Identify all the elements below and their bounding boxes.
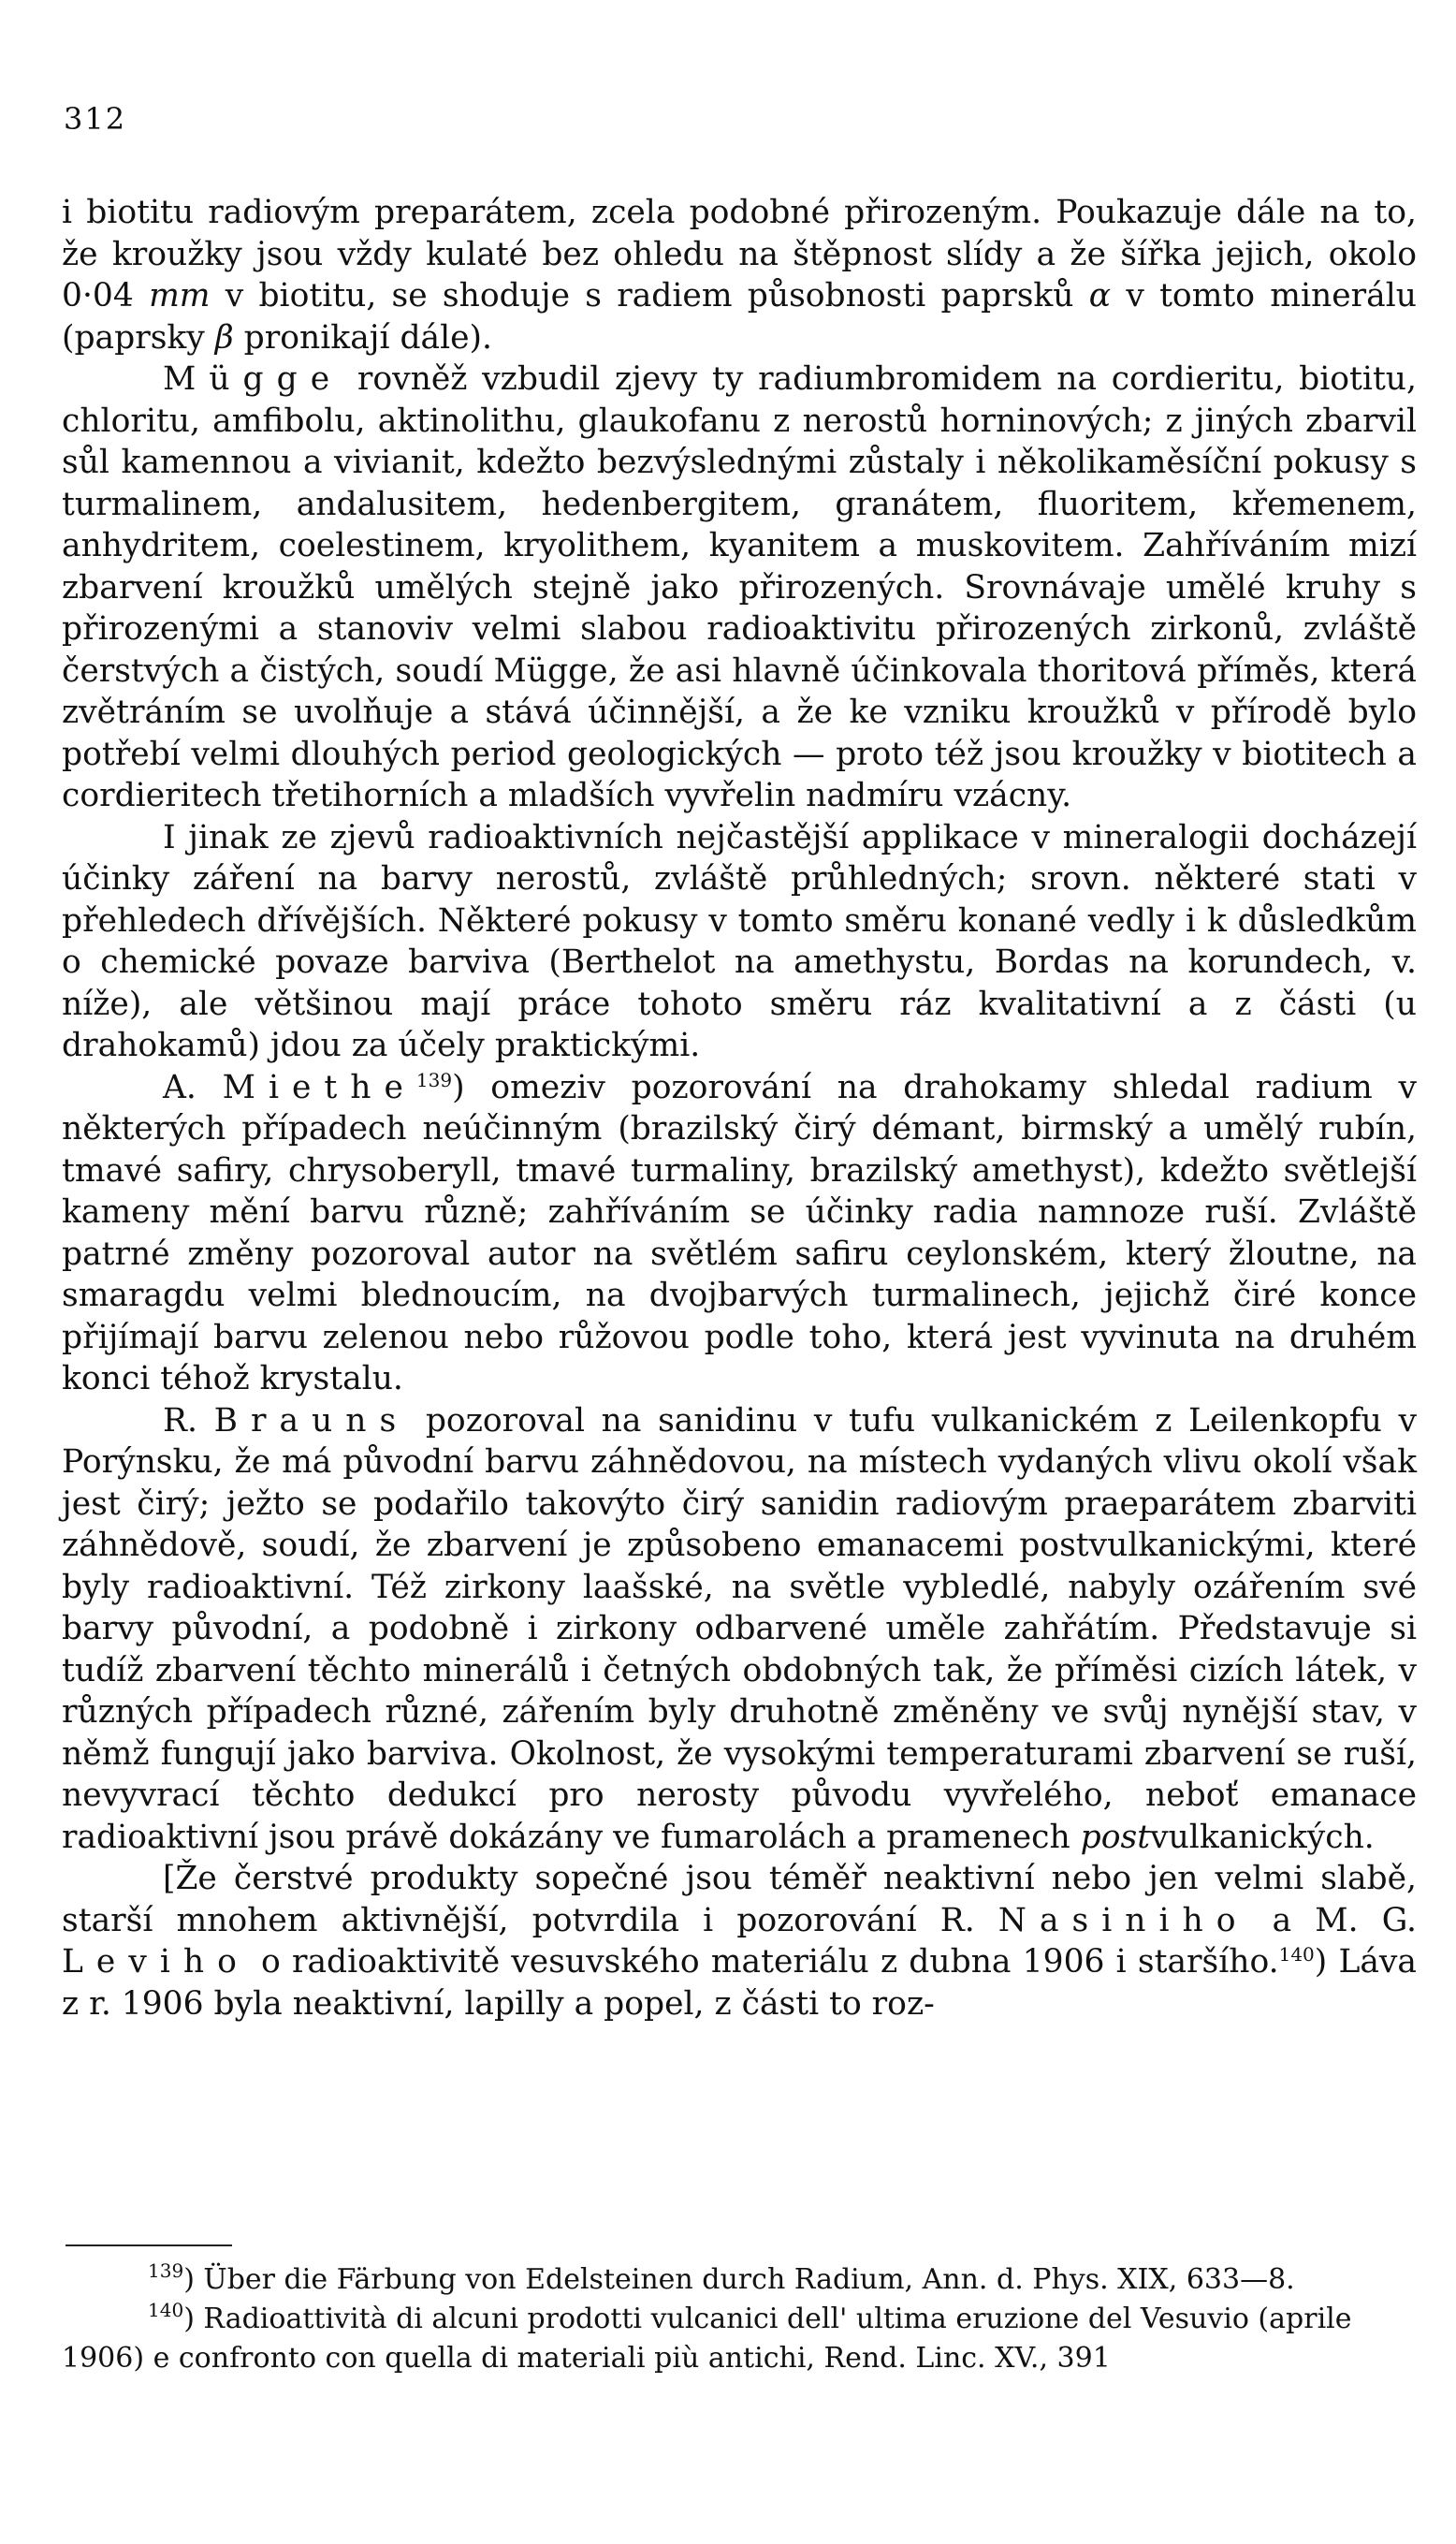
page-number: 312 <box>64 101 127 137</box>
text-run: ) Radioattività di alcuni prodotti vulcanici dell' ultima eruzione del Vesuvio (aprile 1906) e confronto con quella di materiali più antichi, Rend. Linc. XV., 391 <box>62 2303 1352 2375</box>
text-run: β <box>214 318 234 357</box>
text-run: I jinak ze zjevů radioaktivních nejčastější applikace v mineralogii docházejí účinky záření na barvy nerostů, zvláště průhledných; srovn. některé stati v přehledech dřívějších. Některé pokusy v tomto směru konané vedly i k důsledkům o chemické povaze barviva (Berthelot na amethystu, Bordas na korundech, v. níže), ale většinou mají práce tohoto směru ráz kvalitativní a z části (u drahokamů) jdou za účely praktickými. <box>62 818 1417 1064</box>
text-run: i biotitu radiovým preparátem, zcela podobné přirozeným. Poukazuje dále na to, že kroužky jsou vždy kulaté bez ohledu na štěpnost slídy a že šířka jejich, okolo 0·04 <box>62 194 1417 314</box>
text-run: vulkanických. <box>1150 1818 1375 1856</box>
footnote-separator <box>66 2244 232 2246</box>
text-run: rovněž vzbudil zjevy ty radiumbromidem na cordieritu, biotitu, chloritu, amfibolu, aktinolithu, glaukofanu z nerostů horninových; z jiných zbarvil sůl kamennou a vivianit, kdežto bezvýslednými zůstaly i několikaměsíční pokusy s turmalinem, andalusitem, hedenbergitem, granátem, fluoritem, křemenem, anhydritem, coelestinem, kryolithem, kyanitem a muskovitem. Zahříváním mizí zbarvení kroužků umělých stejně jako přirozených. Srovnávaje umělé kruhy s přirozenými a stanoviv velmi slabou radioaktivitu přirozených zirkonů, zvláště čerstvých a čistých, soudí Mügge, že asi hlavně účinkovala thoritová příměs, která zvětráním se uvolňuje a stává účinnější, a že ke vzniku kroužků v přírodě bylo potřebí velmi dlouhých period geologických — proto též jsou kroužky v biotitech a cordieritech třetihorních a mladších vyvřelin nadmíru vzácny. <box>62 360 1417 814</box>
text-run: α <box>1088 277 1112 314</box>
text-run: a M. G. <box>1248 1901 1417 1939</box>
author-name: Brauns <box>213 1401 410 1440</box>
text-run: [Že čerstvé produkty sopečné jsou téměř neaktivní nebo jen velmi slabě, starší mnohem aktivnější, potvrdila i pozorování R. <box>62 1860 1417 1939</box>
footnote-ref: 139 <box>415 1068 453 1091</box>
paragraph <box>62 1400 1417 1859</box>
footnote-ref: 140 <box>148 2299 184 2321</box>
footnotes <box>62 2260 1417 2378</box>
text-run: pronikají dále). <box>233 318 492 357</box>
footnote-ref: 140 <box>1278 1943 1315 1966</box>
text-run: o radioaktivitě vesuvského materiálu z dubna 1906 i staršího. <box>249 1943 1279 1981</box>
author-name: Leviho <box>62 1943 250 1981</box>
text-run: ) Láva z r. 1906 byla neaktivní, lapilly a popel, z části to roz- <box>62 1943 1417 2023</box>
footnote <box>62 2300 1417 2378</box>
text-run: post <box>1080 1818 1151 1856</box>
author-name: Mügge <box>163 360 343 398</box>
text-run: R. <box>163 1401 214 1440</box>
author-name: Nasiniho <box>997 1901 1249 1939</box>
paragraph <box>62 1067 1417 1400</box>
text-run: mm <box>149 277 211 314</box>
text-run: A. <box>163 1068 223 1106</box>
footnote-ref: 139 <box>148 2259 184 2282</box>
text-run: v tomto minerálu (paprsky <box>62 277 1417 357</box>
body-text <box>62 192 1417 2025</box>
text-run: pozoroval na sanidinu v tufu vulkanickém z Leilenkopfu v Porýnsku, že má původní barvu záhnědovou, na místech vydaných vlivu okolí však jest čirý; ježto se podařilo takovýto čirý sanidin radiovým praeparátem zbarviti záhnědově, soudí, že zbarvení je způsobeno emanacemi postvulkanickými, které byly radioaktivní. Též zirkony laašské, na světle vybledlé, nabyly ozářením své barvy původní, a podobně i zirkony odbarvené uměle zahřátím. Představuje si tudíž zbarvení těchto minerálů i četných obdobných tak, že příměsi cizích látek, v různých případech různé, zářením byly druhotně změněny ve svůj nynější stav, v němž fungují jako barviva. Okolnost, že vysokými temperaturami zbarvení se ruší, nevyvrací těchto dedukcí pro nerosty původu vyvřelého, neboť emanace radioaktivní jsou právě dokázány ve fumarolách a pramenech <box>62 1401 1417 1856</box>
text-run: ) omeziv pozorování na drahokamy shledal radium v některých případech neúčinným (brazilský čirý démant, birmský a umělý rubín, tmavé safiry, chrysoberyll, tmavé turmaliny, brazilský amethyst), kdežto světlejší kameny mění barvu různě; zahříváním se účinky radia namnoze ruší. Zvláště patrné změny pozoroval autor na světlém safiru ceylonském, který žloutne, na smaragdu velmi blednoucím, na dvojbarvých turmalinech, jejichž čiré konce přijímají barvu zelenou nebo růžovou podle toho, která jest vyvinuta na druhém konci téhož krystalu. <box>62 1068 1417 1397</box>
footnote <box>62 2260 1417 2300</box>
text-run: ) Über die Färbung von Edelsteinen durch Radium, Ann. d. Phys. XIX, 633—8. <box>183 2263 1295 2296</box>
paragraph <box>62 192 1417 358</box>
paragraph <box>62 358 1417 817</box>
author-name: Miethe <box>222 1068 416 1106</box>
paragraph <box>62 1858 1417 2025</box>
paragraph <box>62 817 1417 1067</box>
text-run: v biotitu, se shoduje s radiem působnosti paprsků <box>210 277 1089 314</box>
